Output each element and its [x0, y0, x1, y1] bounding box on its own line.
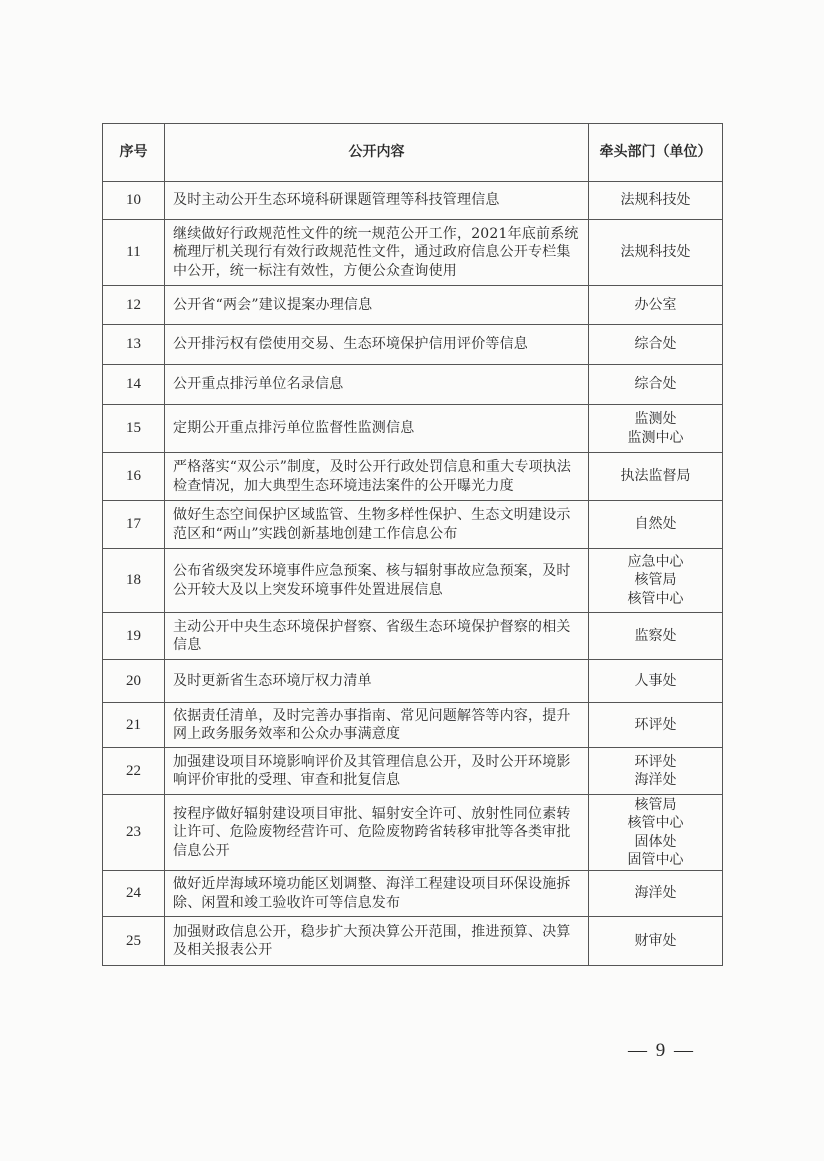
header-number: 序号 [103, 124, 165, 182]
row-content: 主动公开中央生态环境保护督察、省级生态环境保护督察的相关信息 [165, 613, 589, 660]
row-content: 依据责任清单，及时完善办事指南、常见问题解答等内容，提升网上政务服务效率和公众办事满意度 [165, 703, 589, 748]
row-content: 公开排污权有偿使用交易、生态环境保护信用评价等信息 [165, 325, 589, 365]
department-name: 监测中心 [627, 429, 684, 446]
table-row [103, 501, 723, 549]
header-content: 公开内容 [165, 124, 589, 182]
department-name: 海洋处 [634, 772, 677, 788]
department-name: 财审处 [634, 932, 677, 949]
department-name: 法规科技处 [620, 244, 691, 261]
department-name: 核管中心 [627, 815, 684, 831]
row-content: 公开重点排污单位名录信息 [165, 365, 589, 405]
row-department [589, 453, 723, 501]
table-row [103, 613, 723, 660]
department-name: 综合处 [634, 376, 677, 393]
row-content: 公布省级突发环境事件应急预案、核与辐射事故应急预案，及时公开较大及以上突发环境事件处置进展信息 [165, 549, 589, 613]
row-number: 13 [103, 325, 165, 365]
row-department [589, 660, 723, 703]
department-name: 环评处 [634, 716, 677, 733]
table-row [103, 660, 723, 703]
table-row [103, 220, 723, 286]
row-department [589, 613, 723, 660]
department-name: 综合处 [634, 336, 677, 353]
row-content: 做好近岸海域环境功能区划调整、海洋工程建设项目环保设施拆除、闲置和竣工验收许可等信息发布 [165, 871, 589, 917]
row-number: 16 [103, 453, 165, 501]
department-name: 办公室 [634, 296, 677, 313]
row-content: 加强建设项目环境影响评价及其管理信息公开，及时公开环境影响评价审批的受理、审查和批复信息 [165, 748, 589, 795]
department-name: 核管中心 [627, 590, 684, 607]
row-department [589, 871, 723, 917]
row-department [589, 795, 723, 871]
row-content: 严格落实“双公示”制度，及时公开行政处罚信息和重大专项执法检查情况，加大典型生态环境违法案件的公开曝光力度 [165, 453, 589, 501]
department-name: 固管中心 [627, 852, 684, 868]
row-content: 定期公开重点排污单位监督性监测信息 [165, 405, 589, 453]
header-department: 牵头部门（单位） [589, 124, 723, 182]
row-department [589, 549, 723, 613]
table-row [103, 453, 723, 501]
row-department [589, 501, 723, 549]
table-row [103, 325, 723, 365]
row-content: 加强财政信息公开，稳步扩大预决算公开范围，推进预算、决算及相关报表公开 [165, 917, 589, 966]
row-number: 14 [103, 365, 165, 405]
row-department [589, 325, 723, 365]
department-name: 法规科技处 [620, 192, 691, 209]
department-name: 固体处 [634, 833, 677, 850]
row-department [589, 917, 723, 966]
row-department [589, 748, 723, 795]
row-content: 按程序做好辐射建设项目审批、辐射安全许可、放射性同位素转让许可、危险废物经营许可、危险废物跨省转移审批等各类审批信息公开 [165, 795, 589, 871]
row-number: 24 [103, 871, 165, 917]
row-content: 及时更新省生态环境厅权力清单 [165, 660, 589, 703]
page-number: — 9 — [628, 1040, 695, 1061]
department-name: 应急中心 [627, 553, 684, 570]
row-number: 11 [103, 220, 165, 286]
table-row [103, 703, 723, 748]
row-number: 15 [103, 405, 165, 453]
row-department [589, 703, 723, 748]
row-number: 19 [103, 613, 165, 660]
department-name: 环评处 [634, 753, 677, 770]
table-row [103, 917, 723, 966]
department-name: 核管局 [634, 572, 677, 589]
table-row [103, 286, 723, 325]
disclosure-table [102, 123, 723, 966]
row-department [589, 365, 723, 405]
department-name: 执法监督局 [620, 468, 691, 485]
table-row [103, 405, 723, 453]
row-number: 20 [103, 660, 165, 703]
row-number: 23 [103, 795, 165, 871]
table-row [103, 871, 723, 917]
row-number: 10 [103, 182, 165, 220]
table-row [103, 365, 723, 405]
row-content: 继续做好行政规范性文件的统一规范公开工作，2021年底前系统梳理厅机关现行有效行政规范性文件，通过政府信息公开专栏集中公开，统一标注有效性，方便公众查询使用 [165, 220, 589, 286]
row-number: 12 [103, 286, 165, 325]
department-name: 监察处 [634, 627, 677, 644]
row-department [589, 286, 723, 325]
row-content: 公开省“两会”建议提案办理信息 [165, 286, 589, 325]
row-department [589, 220, 723, 286]
row-content: 做好生态空间保护区域监管、生物多样性保护、生态文明建设示范区和“两山”实践创新基地创建工作信息公布 [165, 501, 589, 549]
department-name: 监测处 [634, 411, 677, 427]
row-number: 22 [103, 748, 165, 795]
table-row [103, 795, 723, 871]
table-row [103, 182, 723, 220]
department-name: 海洋处 [634, 885, 677, 902]
row-number: 21 [103, 703, 165, 748]
table-row [103, 549, 723, 613]
row-number: 18 [103, 549, 165, 613]
row-number: 17 [103, 501, 165, 549]
department-name: 人事处 [634, 672, 677, 689]
department-name: 核管局 [634, 796, 677, 813]
row-department [589, 182, 723, 220]
table-row [103, 748, 723, 795]
row-department [589, 405, 723, 453]
table-header-row [103, 124, 723, 182]
department-name: 自然处 [634, 516, 677, 533]
row-content: 及时主动公开生态环境科研课题管理等科技管理信息 [165, 182, 589, 220]
row-number: 25 [103, 917, 165, 966]
